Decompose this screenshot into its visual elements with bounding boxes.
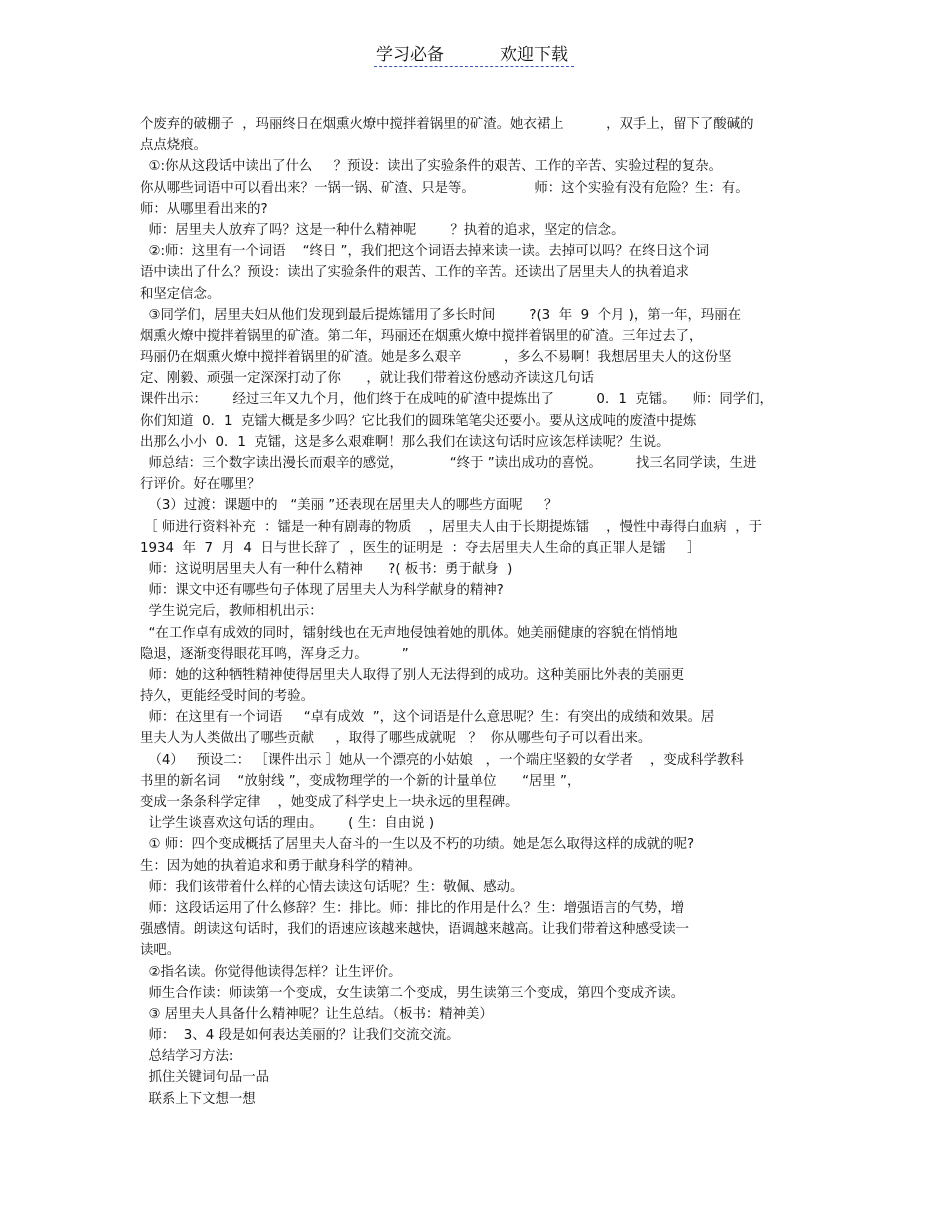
text-line: 出那么小小 0．1 克镭，这是多么艰难啊！那么我们在读这句话时应该怎样读呢？生说。 [140, 434, 670, 450]
text-line: 个废弃的破棚子 ，玛丽终日在烟熏火燎中搅拌着锅里的矿渣。她衣裙上 ，双手上，留下了酸碱的 [140, 117, 754, 132]
text-line: ［ 师进行资料补充 ：镭是一种有剧毒的物质 ，居里夫人由于长期提炼镭 ，慢性中毒得白血病 ，于 [140, 519, 762, 535]
text-line: 你从哪些词语中可以看出来？一锅一锅、矿渣、只是等。 师：这个实验有没有危险？生：有。 [140, 180, 749, 196]
text-line: 书里的新名词 “放射线 ”，变成物理学的一个新的计量单位 “居里 ”， [140, 773, 581, 789]
text-line: 变成一条条科学定律 ，她变成了科学史上一块永远的里程碑。 [140, 795, 519, 810]
text-line: 让学生谈喜欢这句话的理由。 ( 生：自由说 ) [140, 816, 435, 832]
text-line: ③同学们，居里夫妇从他们发现到最后提炼镭用了多长时间 ?(3 年 9 个月 )，第一年，玛丽在 [140, 307, 742, 323]
text-line: 生：因为她的执着追求和勇于献身科学的精神。 [140, 858, 422, 874]
text-line: 总结学习方法: [140, 1049, 234, 1065]
text-line: 课件出示： 经过三年又九个月，他们终于在成吨的矿渣中提炼出了 0．1 克镭。 师：同学们， [140, 392, 773, 408]
text-line: 联系上下文想一想 [140, 1091, 256, 1107]
text-line: ③ 居里夫人具备什么精神呢？让生总结。（板书：精神美） [140, 1006, 493, 1022]
text-line: 师：居里夫人放弃了吗？这是一种什么精神呢 ？执着的追求，坚定的信念。 [140, 222, 625, 238]
header-left-text: 学习必备 [376, 45, 444, 65]
text-line: ②:师：这里有一个词语 “终日 ”，我们把这个词语去掉来读一读。去掉可以吗？在终日这个词 [140, 244, 710, 260]
text-line: 师：这段话运用了什么修辞？生：排比。师：排比的作用是什么？生：增强语言的气势，增 [140, 900, 685, 916]
text-line: 玛丽仍在烟熏火燎中搅拌着锅里的矿渣。她是多么艰辛 ，多么不易啊！我想居里夫人的这份坚 [140, 350, 732, 366]
text-line: 你们知道 0．1 克镭大概是多少吗？它比我们的圆珠笔笔尖还要小。要从这成吨的废渣中提炼 [140, 413, 697, 429]
text-line: （4） 预设二： ［课件出示 ］她从一个漂亮的小姑娘 ，一个端庄坚毅的女学者 ，变成科学教科 [140, 752, 744, 768]
text-line: 抓住关键词句品一品 [140, 1070, 270, 1086]
page-header [374, 40, 574, 67]
text-line: 持久，更能经受时间的考验。 [140, 689, 315, 705]
text-line: 师：她的这种牺牲精神使得居里夫人取得了别人无法得到的成功。这种美丽比外表的美丽更 [140, 667, 685, 683]
text-line: 师生合作读：师读第一个变成，女生读第二个变成，男生读第三个变成，第四个变成齐读。 [140, 985, 685, 1001]
text-line: ① 师：四个变成概括了居里夫人奋斗的一生以及不朽的功绩。她是怎么取得这样的成就的呢? [140, 837, 695, 853]
text-line: ①:你从这段话中读出了什么 ？预设：读出了实验条件的艰苦、工作的辛苦、实验过程的复杂。 [140, 159, 722, 175]
text-line: ②指名读。你觉得他读得怎样？让生评价。 [140, 964, 402, 980]
text-line: 读吧。 [140, 943, 181, 959]
text-line: “在工作卓有成效的同时，镭射线也在无声地侵蚀着她的肌体。她美丽健康的容貌在悄悄地 [140, 625, 678, 641]
text-line: 学生说完后，教师相机出示： [140, 604, 323, 620]
text-line: 师：在这里有一个词语 “卓有成效 ”，这个词语是什么意思呢？生：有突出的成绩和效果。居 [140, 710, 715, 726]
text-line: 师：课文中还有哪些句子体现了居里夫人为科学献身的精神? [140, 583, 504, 599]
text-line: 和坚定信念。 [140, 286, 221, 302]
text-line: 师总结：三个数字读出漫长而艰辛的感觉， “终于 ”读出成功的喜悦。 找三名同学读，生进 [140, 456, 757, 471]
text-line: 师：这说明居里夫人有一种什么精神 ?( 板书：勇于献身 ) [140, 561, 513, 577]
text-line: 定、刚毅、顽强一定深深打动了你 ，就让我们带着这份感动齐读这几句话 [140, 371, 595, 387]
text-line: 语中读出了什么？预设：读出了实验条件的艰苦、工作的辛苦。还读出了居里夫人的执着追求 [140, 265, 690, 281]
text-line: 隐退，逐渐变得眼花耳鸣，浑身乏力。 ” [140, 646, 409, 662]
text-line: 点点烧痕。 [140, 138, 207, 154]
text-line: 师：从哪里看出来的? [140, 201, 268, 217]
text-line: 烟熏火燎中搅拌着锅里的矿渣。第二年，玛丽还在烟熏火燎中搅拌着锅里的矿渣。三年过去了， [140, 328, 703, 344]
text-line: 行评价。好在哪里？ [140, 477, 261, 493]
text-line: （3）过渡：课题中的 “美丽 ”还表现在居里夫人的哪些方面呢 ？ [140, 498, 558, 514]
text-line: 里夫人为人类做出了哪些贡献 ，取得了哪些成就呢 ？ 你从哪些句子可以看出来。 [140, 731, 652, 747]
document-body [140, 114, 820, 1110]
text-line: 强感情。朗读这句话时，我们的语速应该越来越快，语调越来越高。让我们带着这种感受读一 [140, 922, 690, 938]
text-line: 师： 3、4 段是如何表达美丽的？让我们交流交流。 [140, 1028, 460, 1044]
text-line: 师：我们该带着什么样的心情去读这句话呢？生：敬佩、感动。 [140, 879, 524, 895]
text-line: 1934 年 7 月 4 日与世长辞了 ，医生的证明是 ：夺去居里夫人生命的真正罪人是镭 ］ [140, 540, 701, 556]
header-right-text: 欢迎下载 [500, 45, 568, 65]
